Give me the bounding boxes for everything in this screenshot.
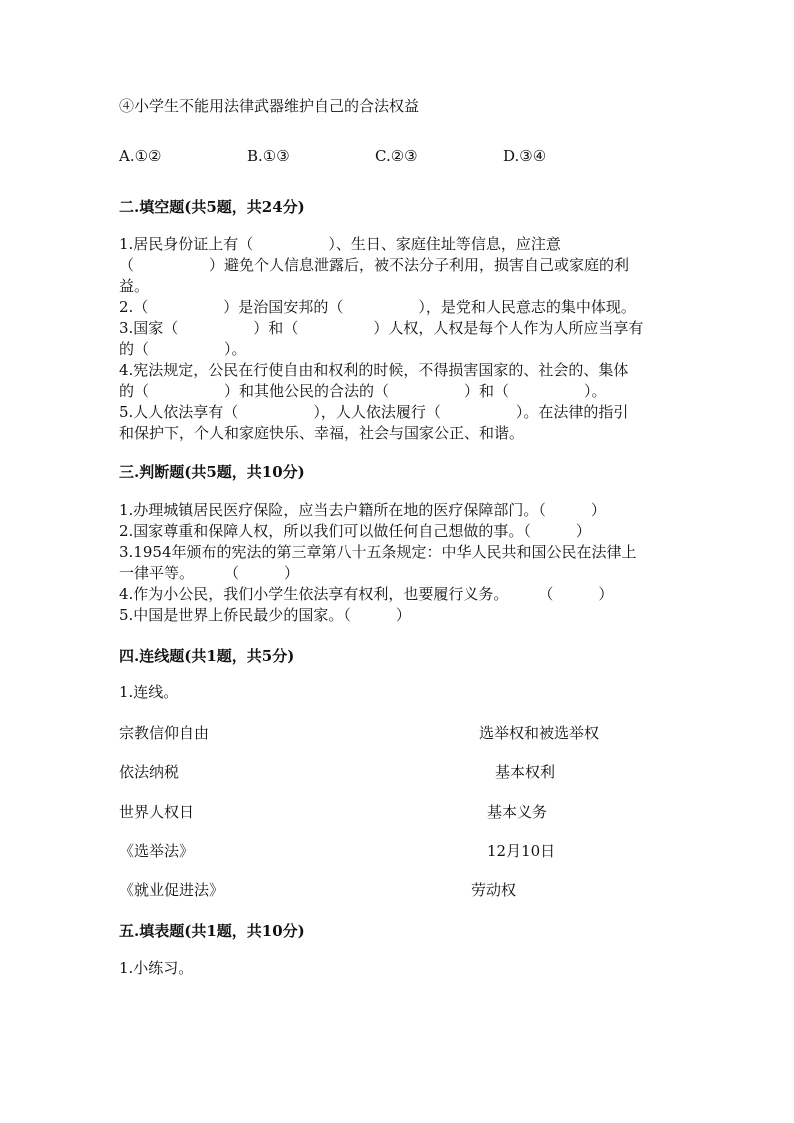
judgement-questions bbox=[119, 500, 679, 626]
question-line: 的（ ）和其他公民的合法的（ ）和（ ）。 bbox=[119, 382, 607, 400]
option-d: D.③④ bbox=[503, 147, 547, 165]
question-line: 和保护下，个人和家庭快乐、幸福，社会与国家公正、和谐。 bbox=[119, 424, 525, 442]
matching-right-item: 选举权和被选举权 bbox=[479, 724, 600, 742]
matching-left-item: 依法纳税 bbox=[119, 763, 180, 781]
matching-left-item: 《就业促进法》 bbox=[119, 881, 225, 899]
question-line: 1.办理城镇居民医疗保险，应当去户籍所在地的医疗保障部门。（ ） bbox=[119, 501, 606, 519]
question-line: 4.作为小公民，我们小学生依法享有权利，也要履行义务。 （ ） bbox=[119, 585, 614, 603]
matching-right-item: 基本权利 bbox=[495, 763, 556, 781]
matching-right-item: 基本义务 bbox=[487, 803, 548, 821]
option-c: C.②③ bbox=[375, 147, 418, 165]
section3-heading: 三.判断题(共5题，共10分) bbox=[119, 463, 305, 481]
option-a: A.①② bbox=[119, 147, 162, 165]
section5-heading: 五.填表题(共1题，共10分) bbox=[119, 922, 305, 940]
fill-blank-questions bbox=[119, 234, 679, 444]
matching-left-item: 《选举法》 bbox=[119, 842, 195, 860]
option-b: B.①③ bbox=[247, 147, 290, 165]
section2-heading: 二.填空题(共5题，共24分) bbox=[119, 198, 305, 216]
matching-left-item: 世界人权日 bbox=[119, 803, 195, 821]
question-line: 4.宪法规定，公民在行使自由和权利的时候，不得损害国家的、社会的、集体 bbox=[119, 361, 629, 379]
question-line: 3.1954年颁布的宪法的第三章第八十五条规定：中华人民共和国公民在法律上 bbox=[119, 543, 637, 561]
question-line: （ ）避免个人信息泄露后，被不法分子利用，损害自己或家庭的利 bbox=[119, 256, 630, 274]
question-line: 5.中国是世界上侨民最少的国家。（ ） bbox=[119, 606, 411, 624]
section4-heading: 四.连线题(共1题，共5分) bbox=[119, 647, 295, 665]
matching-right-item: 劳动权 bbox=[471, 881, 517, 899]
intro-item: ④小学生不能用法律武器维护自己的合法权益 bbox=[119, 97, 420, 115]
table-question: 1.小练习。 bbox=[119, 959, 194, 977]
question-line: 一律平等。 （ ） bbox=[119, 564, 300, 582]
question-line: 5.人人依法享有（ ），人人依法履行（ ）。在法律的指引 bbox=[119, 403, 629, 421]
question-line: 2.国家尊重和保障人权，所以我们可以做任何自己想做的事。（ ） bbox=[119, 522, 591, 540]
question-line: 3.国家（ ）和（ ）人权，人权是每个人作为人所应当享有 bbox=[119, 319, 644, 337]
matching-right-item: 12月10日 bbox=[487, 842, 556, 860]
question-line: 的（ ）。 bbox=[119, 340, 247, 358]
question-line: 1.居民身份证上有（ ）、生日、家庭住址等信息，应注意 bbox=[119, 235, 561, 253]
matching-question: 1.连线。 bbox=[119, 683, 179, 701]
question-line: 2.（ ）是治国安邦的（ ），是党和人民意志的集中体现。 bbox=[119, 298, 636, 316]
question-line: 益。 bbox=[119, 277, 150, 295]
matching-left-item: 宗教信仰自由 bbox=[119, 724, 210, 742]
